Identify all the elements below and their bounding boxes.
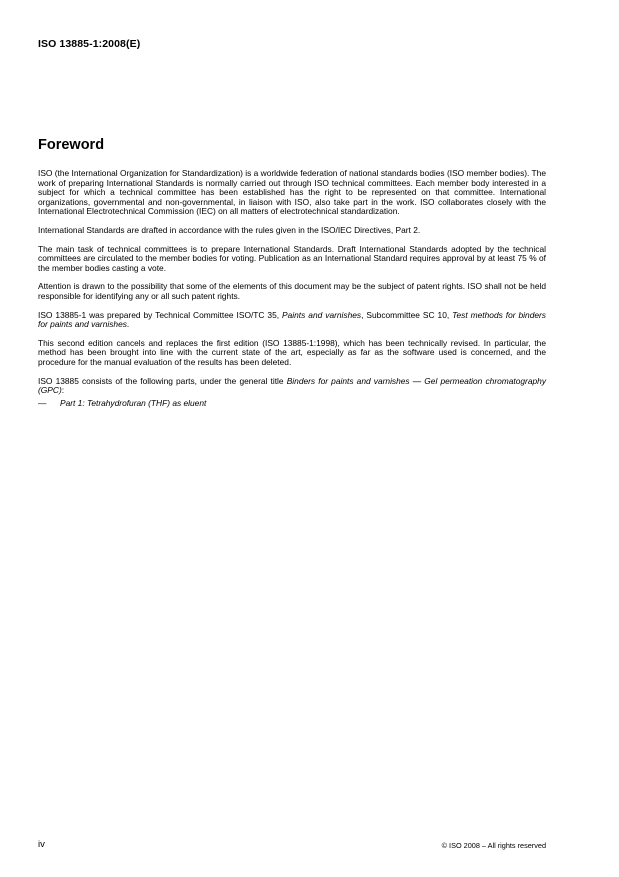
prepared-by-text-c: , Subcommittee SC 10, xyxy=(361,309,453,320)
committee-title: Paints and varnishes xyxy=(282,309,362,320)
part-title: Part 1: Tetrahydrofuran (THF) as eluent xyxy=(60,397,207,408)
list-dash: — xyxy=(38,397,47,408)
foreword-body xyxy=(38,169,546,408)
paragraph-edition-note: This second edition cancels and replaces the first edition (ISO 13885-1:1998), which has been technically revised. In particular, the method has been brought into line with the current state of the art, especially as far as the software used is concerned, and the procedure for the manual evaluation of the results has been deleted. xyxy=(38,337,546,367)
paragraph-prepared-by xyxy=(38,311,546,330)
document-id-header: ISO 13885-1:2008(E) xyxy=(38,38,141,50)
paragraph-parts-intro xyxy=(38,377,546,396)
paragraph-committee-task: The main task of technical committees is to prepare International Standards. Draft International Standards adopted by the technical committees are circulated to the member bodies for voting. Publication as an International Standard requires approval by at least 75 % of the member bodies casting a vote. xyxy=(38,243,546,273)
prepared-by-text-a: ISO 13885-1 was prepared by Technical Committee ISO/TC 35, xyxy=(38,309,283,320)
paragraph-patent-notice: Attention is drawn to the possibility that some of the elements of this document may be the subject of patent rights. ISO shall not be held responsible for identifying any or all such patent rights. xyxy=(38,281,546,301)
list-item xyxy=(38,399,546,409)
subcommittee-title: Test methods for binders for paints and varnishes xyxy=(38,309,546,330)
parts-intro-text-c: : xyxy=(61,385,65,396)
paragraph-iso-intro: ISO (the International Organization for Standardization) is a worldwide federation of national standards bodies (ISO member bodies). The work of preparing International Standards is normally carried out through ISO technical committees. Each member body interested in a subject for which a technical committee has been established has the right to be represented on that committee. International organizations, governmental and non-governmental, in liaison with ISO, also take part in the work. ISO collaborates closely with the International Electrotechnical Commission (IEC) on all matters of electrotechnical standardization. xyxy=(38,168,546,217)
general-title: Binders for paints and varnishes — Gel permeation chromatography (GPC) xyxy=(38,375,547,396)
copyright-notice: © ISO 2008 – All rights reserved xyxy=(441,841,546,850)
page-title: Foreword xyxy=(38,137,105,153)
prepared-by-text-e: . xyxy=(126,319,130,330)
paragraph-drafting-rules: International Standards are drafted in accordance with the rules given in the ISO/IEC Directives, Part 2. xyxy=(38,224,421,235)
parts-intro-text-a: ISO 13885 consists of the following parts, under the general title xyxy=(38,375,287,386)
page-number: iv xyxy=(38,839,45,850)
